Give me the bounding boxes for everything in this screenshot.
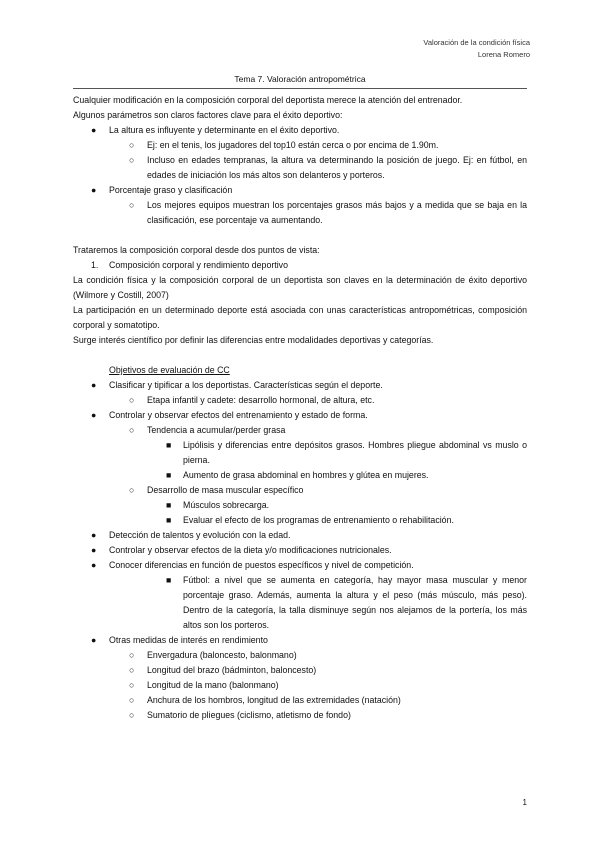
- section-intro: Trataremos la composición corporal desde dos puntos de vista:: [73, 245, 320, 255]
- page-header: [423, 37, 530, 61]
- bullet-disc-icon: ●: [91, 635, 97, 645]
- bullet-circle-icon: ○: [129, 140, 135, 150]
- list-item: ■ Lipólisis y diferencias entre depósitos grasos. Hombres pliegue abdominal vs muslo o pierna.: [166, 440, 527, 465]
- list-item: ○ Envergadura (baloncesto, balonmano): [73, 648, 527, 663]
- bullet-circle-icon: ○: [129, 425, 135, 435]
- intro-paragraph: Algunos parámetros son claros factores clave para el éxito deportivo:: [73, 110, 343, 120]
- list-item: ● Conocer diferencias en función de puestos específicos y nivel de competición.: [73, 558, 527, 573]
- list-item: ● La altura es influyente y determinante en el éxito deportivo.: [73, 123, 527, 138]
- factors-list: [73, 123, 527, 228]
- list-item: ● Otras medidas de interés en rendimiento: [73, 633, 527, 648]
- bullet-circle-icon: ○: [129, 395, 135, 405]
- list-item: ○ Longitud del brazo (bádminton, baloncesto): [73, 663, 527, 678]
- list-item: ■ Músculos sobrecarga.: [73, 498, 527, 513]
- bullet-square-icon: ■: [166, 470, 172, 480]
- bullet-disc-icon: ●: [91, 560, 97, 570]
- bullet-disc-icon: ●: [91, 545, 97, 555]
- list-item: ○ Tendencia a acumular/perder grasa: [73, 423, 527, 438]
- list-item: ■ Evaluar el efecto de los programas de entrenamiento o rehabilitación.: [73, 513, 527, 528]
- bullet-circle-icon: ○: [129, 680, 135, 690]
- body-paragraph: La condición física y la composición corporal de un deportista son claves en la determinación de éxito deportivo (Wilmore y Costill, 2007): [73, 275, 527, 300]
- numbered-item: 1. Composición corporal y rendimiento deportivo: [91, 260, 288, 270]
- list-item: ● Controlar y observar efectos del entrenamiento y estado de forma.: [73, 408, 527, 423]
- list-item: ○ Los mejores equipos muestran los porcentajes grasos más bajos y a medida que se baja en la clasificación, ese porcentaje va aumentando.: [129, 200, 527, 225]
- list-item: ● Porcentaje graso y clasificación: [73, 183, 527, 198]
- bullet-disc-icon: ●: [91, 125, 97, 135]
- intro-paragraph: Cualquier modificación en la composición corporal del deportista merece la atención del entrenador.: [73, 95, 463, 105]
- list-item: ● Clasificar y tipificar a los deportistas. Características según el deporte.: [73, 378, 527, 393]
- header-course: Valoración de la condición física: [423, 38, 530, 47]
- list-item: ○ Etapa infantil y cadete: desarrollo hormonal, de altura, etc.: [73, 393, 527, 408]
- list-item: ● Detección de talentos y evolución con la edad.: [73, 528, 527, 543]
- list-item: ○ Incluso en edades tempranas, la altura va determinando la posición de juego. Ej: en fútbol, en edades de iniciación los más altos son delanteros y porteros.: [129, 155, 527, 180]
- list-item: ■ Aumento de grasa abdominal en hombres y glútea en mujeres.: [73, 468, 527, 483]
- bullet-square-icon: ■: [166, 440, 172, 450]
- bullet-circle-icon: ○: [129, 650, 135, 660]
- document-body: [73, 93, 527, 723]
- bullet-square-icon: ■: [166, 575, 172, 585]
- body-paragraph: Surge interés científico por definir las diferencias entre modalidades deportivas y categorías.: [73, 335, 434, 345]
- list-item: ○ Longitud de la mano (balonmano): [73, 678, 527, 693]
- bullet-circle-icon: ○: [129, 665, 135, 675]
- objectives-list: [73, 378, 527, 723]
- bullet-disc-icon: ●: [91, 410, 97, 420]
- bullet-disc-icon: ●: [91, 185, 97, 195]
- list-item: ○ Desarrollo de masa muscular específico: [73, 483, 527, 498]
- bullet-disc-icon: ●: [91, 530, 97, 540]
- page-title: Tema 7. Valoración antropométrica: [234, 74, 366, 84]
- list-item: ○ Sumatorio de pliegues (ciclismo, atletismo de fondo): [73, 708, 527, 723]
- bullet-circle-icon: ○: [129, 200, 135, 210]
- header-author: Lorena Romero: [477, 50, 530, 59]
- title-divider: [73, 88, 527, 89]
- page-number: 1: [522, 798, 527, 807]
- bullet-square-icon: ■: [166, 500, 172, 510]
- objectives-heading: Objetivos de evaluación de CC: [109, 365, 230, 375]
- body-paragraph: La participación en un determinado deporte está asociada con unas características antropométricas, composición corporal y somatotipo.: [73, 305, 527, 330]
- bullet-circle-icon: ○: [129, 155, 135, 165]
- bullet-circle-icon: ○: [129, 485, 135, 495]
- list-item: ● Controlar y observar efectos de la dieta y/o modificaciones nutricionales.: [73, 543, 527, 558]
- bullet-circle-icon: ○: [129, 710, 135, 720]
- bullet-square-icon: ■: [166, 515, 172, 525]
- list-item: ○ Ej: en el tenis, los jugadores del top10 están cerca o por encima de 1.90m.: [73, 138, 527, 153]
- bullet-circle-icon: ○: [129, 695, 135, 705]
- list-item: ○ Anchura de los hombros, longitud de las extremidades (natación): [73, 693, 527, 708]
- list-item: ■ Fútbol: a nivel que se aumenta en categoría, hay mayor masa muscular y menor porcentaje graso. Además, aumenta la altura y el peso (más músculo, más peso). Dentro de la categoría, la talla disminuye según nos alejamos de la portería, los más altos son los porteros.: [166, 575, 527, 630]
- bullet-disc-icon: ●: [91, 380, 97, 390]
